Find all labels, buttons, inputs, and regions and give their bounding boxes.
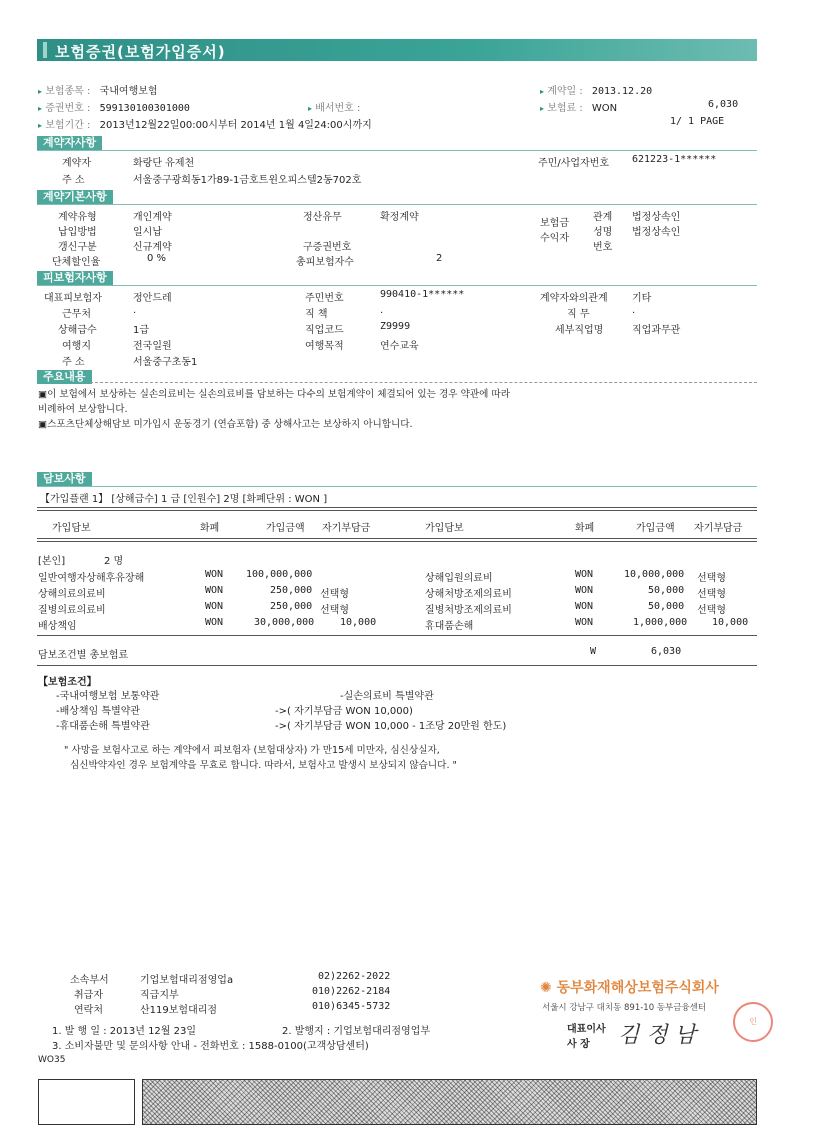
group-label: [본인] [38, 556, 66, 567]
coverage-left-deduct: 선택형 [320, 605, 349, 616]
handler-label: 취급자 [74, 990, 103, 1001]
receipt-row [308, 99, 360, 114]
bullet-icon: ▸ [308, 104, 313, 113]
issue-date: 1. 발 행 일 : 2013년 12월 23일 [52, 1026, 197, 1037]
policy-no-label: 증권번호 : [45, 103, 91, 114]
contract-date-value: 2013.12.20 [591, 86, 653, 97]
coverage-right-deduct: 10,000 [712, 617, 749, 628]
coverage-right-amount: 10,000,000 [624, 569, 685, 580]
discount-label: 단체할인율 [52, 257, 101, 268]
coverage-left-currency: WON [205, 617, 224, 628]
coverage-left-currency: WON [205, 601, 224, 612]
premium-currency: WON [591, 103, 618, 114]
notes-line-1: ▣이 보험에서 보상하는 실손의료비는 실손의료비를 담보하는 다수의 보험계약이 체결되어 있는 경우 약관에 따라 [38, 389, 510, 400]
double-rule [37, 538, 757, 542]
bullet-icon: ▸ [540, 87, 545, 96]
coverage-right-amount: 50,000 [648, 601, 685, 612]
conditions-title: 【보험조건】 [38, 677, 97, 688]
policy-no-value: 599130100301000 [99, 103, 190, 114]
contractor-id-value: 621223-1****** [632, 154, 717, 165]
coverage-right-currency: WON [575, 585, 594, 596]
col-currency-left: 화폐 [200, 523, 220, 534]
prev-policy-label: 구증권번호 [303, 242, 352, 253]
rel-label: 계약자와의관계 [540, 293, 608, 304]
dest-label: 여행지 [62, 341, 91, 352]
document-title: 보험증권(보험가입증서) [55, 43, 226, 61]
condition-2: -배상책임 특별약관 [56, 706, 141, 717]
dept-label: 소속부서 [70, 975, 109, 986]
purpose-value: 연수교육 [380, 341, 419, 352]
warning-line-1: " 사망을 보험사고로 하는 계약에서 피보험자 (보험대상자) 가 만15세 미만자, 심신상실자, [64, 745, 440, 756]
contact-label: 연락처 [74, 1005, 103, 1016]
detail-job-label: 세부직업명 [555, 325, 604, 336]
duty-label: 직 무 [567, 309, 590, 320]
section-line [37, 204, 757, 205]
company-address: 서울시 강남구 대치동 891-10 동부금융센터 [542, 1003, 707, 1013]
barcode-noise-area [142, 1079, 757, 1125]
notes-line-3: ▣스포츠단체상해담보 미가입시 운동경기 (연습포함) 중 상해사고는 보상하지 아니합니다. [38, 419, 413, 430]
col-item-left: 가입담보 [52, 523, 91, 534]
contact-tel: 010)6345-5732 [312, 1001, 391, 1012]
coverage-left-deduct: 선택형 [320, 589, 349, 600]
condition-1: -국내여행보험 보통약관 [56, 691, 160, 702]
coverage-right-currency: WON [575, 601, 594, 612]
condition-2b: ->( 자기부담금 WON 10,000) [275, 706, 413, 717]
coverage-left-amount: 250,000 [270, 601, 313, 612]
pay-label: 납입방법 [58, 227, 97, 238]
contract-date-label: 계약일 : [547, 86, 583, 97]
notes-divider [90, 382, 757, 383]
condition-3: -휴대품손해 특별약관 [56, 721, 150, 732]
dest-value: 전국일원 [133, 341, 172, 352]
job-value: . [380, 305, 384, 316]
grade-value: 1급 [133, 325, 150, 336]
coverage-right-deduct: 선택형 [697, 573, 726, 584]
contact-value: 산119보험대리점 [140, 1005, 218, 1016]
col-amount-right: 가입금액 [636, 523, 675, 534]
job-label: 직 책 [305, 309, 328, 320]
contractor-id-label: 주민/사업자번호 [538, 158, 609, 169]
coverage-left-item: 상해의료의료비 [38, 589, 106, 600]
total-insured-label: 총피보험자수 [296, 257, 354, 268]
bullet-icon: ▸ [38, 104, 43, 113]
total-insured-value: 2 [436, 253, 443, 264]
product-label: 보험종목 : [45, 86, 91, 97]
purpose-label: 여행목적 [305, 341, 344, 352]
rep-value: 정안드레 [133, 293, 172, 304]
ceo-label-2: 사 장 [567, 1039, 590, 1050]
total-label: 담보조건별 총보험료 [38, 650, 129, 661]
bname-value: 법정상속인 [632, 227, 681, 238]
insured-addr-label: 주 소 [62, 357, 85, 368]
receipt-label: 배서번호 : [315, 103, 361, 114]
contractor-name-label: 계약자 [62, 158, 91, 169]
coverage-right-item: 상해입원의료비 [425, 573, 493, 584]
inquiry-info: 3. 소비자불만 및 문의사항 안내 - 전화번호 : 1588-0100(고객상담센터) [52, 1041, 369, 1052]
beneficiary-label-2: 수익자 [540, 233, 569, 244]
coverage-left-amount: 100,000,000 [246, 569, 313, 580]
coverage-left-amount: 30,000,000 [254, 617, 315, 628]
coverage-right-currency: WON [575, 569, 594, 580]
form-code: WO35 [38, 1055, 66, 1065]
total-currency: W [590, 646, 597, 657]
total-value: 6,030 [651, 646, 682, 657]
product-row [38, 82, 158, 97]
coverage-right-item: 상해처방조제의료비 [425, 589, 512, 600]
bname-label: 성명 [593, 227, 613, 238]
warning-line-2: 심신박약자인 경우 보험계약을 무효로 합니다. 따라서, 보험사고 발생시 보상되지 않습니다. " [70, 760, 457, 771]
section-notes: 주요내용 [37, 370, 92, 384]
flower-icon: ✺ [540, 980, 552, 996]
coverage-left-amount: 250,000 [270, 585, 313, 596]
relation-value: 법정상속인 [632, 212, 681, 223]
premium-row [540, 99, 617, 114]
group-count: 2 명 [104, 556, 124, 567]
insured-addr-value: 서울중구초동1 [133, 357, 198, 368]
plan-line: 【가입플랜 1】 [상해급수] 1 급 [인원수] 2명 [화폐단위 : WON ] [40, 494, 328, 505]
coverage-right-item: 질병처방조제의료비 [425, 605, 512, 616]
ceo-signature: 김 정 남 [618, 1023, 696, 1048]
section-coverage: 담보사항 [37, 472, 92, 486]
condition-3b: ->( 자기부담금 WON 10,000 - 1조당 20만원 한도) [275, 721, 507, 732]
coverage-right-amount: 1,000,000 [633, 617, 688, 628]
renew-label: 갱신구분 [58, 242, 97, 253]
renew-value: 신규계약 [133, 242, 172, 253]
title-stripe [43, 42, 47, 58]
period-row [38, 116, 372, 131]
settle-label: 정산유무 [303, 212, 342, 223]
dept-tel: 02)2262-2022 [318, 971, 391, 982]
coverage-right-amount: 50,000 [648, 585, 685, 596]
contractor-address-label: 주 소 [62, 175, 85, 186]
double-rule [37, 507, 757, 511]
page-indicator: 1/ 1 PAGE [670, 116, 725, 127]
stamp-box [38, 1079, 135, 1125]
type-label: 계약유형 [58, 212, 97, 223]
premium-value: 6,030 [708, 99, 739, 110]
title-bar [37, 39, 757, 61]
contract-date-row [540, 82, 652, 97]
contractor-address-value: 서울중구광희동1가89-1금호트윈오피스텔2동702호 [133, 175, 362, 186]
type-value: 개인계약 [133, 212, 172, 223]
rep-label: 대표피보험자 [44, 293, 102, 304]
notes-line-2: 비례하여 보상합니다. [38, 404, 128, 415]
section-line [37, 150, 757, 151]
dept-value: 기업보험대리점영업a [140, 975, 234, 986]
col-amount-left: 가입금액 [266, 523, 305, 534]
coverage-left-item: 질병의료의료비 [38, 605, 106, 616]
rrn-value: 990410-1****** [380, 289, 465, 300]
rule [37, 635, 757, 636]
rel-value: 기타 [632, 293, 652, 304]
work-value: . [133, 305, 137, 316]
section-contractor: 계약자사항 [37, 136, 102, 150]
coverage-left-deduct: 10,000 [340, 617, 377, 628]
handler-tel: 010)2262-2184 [312, 986, 391, 997]
company-name: 동부화재해상보험주식회사 [556, 980, 719, 996]
company-logo [540, 977, 719, 997]
col-deduct-left: 자기부담금 [322, 523, 371, 534]
bullet-icon: ▸ [38, 121, 43, 130]
rrn-label: 주민번호 [305, 293, 344, 304]
condition-1b: -실손의료비 특별약관 [340, 691, 434, 702]
coverage-right-deduct: 선택형 [697, 589, 726, 600]
coverage-left-item: 배상책임 [38, 621, 77, 632]
issue-place: 2. 발행지 : 기업보험대리점영업부 [282, 1026, 431, 1037]
detail-job-value: 직업과무관 [632, 325, 681, 336]
beneficiary-label-1: 보험금 [540, 218, 569, 229]
settle-value: 확정계약 [380, 212, 419, 223]
col-item-right: 가입담보 [425, 523, 464, 534]
contractor-name-value: 화랑단 유제천 [133, 158, 195, 169]
grade-label: 상해급수 [58, 325, 97, 336]
section-line [37, 486, 757, 487]
relation-label: 관계 [593, 212, 613, 223]
discount-value: 0 % [147, 253, 167, 264]
work-label: 근무처 [62, 309, 91, 320]
pay-value: 일시납 [133, 227, 162, 238]
product-value: 국내여행보험 [99, 86, 158, 97]
bno-label: 번호 [593, 242, 613, 253]
policy-no-row [38, 99, 190, 114]
coverage-right-item: 휴대품손해 [425, 621, 474, 632]
premium-label: 보험료 : [547, 103, 583, 114]
coverage-left-currency: WON [205, 569, 224, 580]
section-line [37, 285, 757, 286]
col-currency-right: 화폐 [575, 523, 595, 534]
coverage-right-deduct: 선택형 [697, 605, 726, 616]
rule [37, 665, 757, 666]
duty-value: . [632, 305, 636, 316]
jobcode-value: Z9999 [380, 321, 411, 332]
section-basic: 계약기본사항 [37, 190, 113, 204]
company-seal: 인 [733, 1002, 773, 1042]
jobcode-label: 직업코드 [305, 325, 344, 336]
coverage-left-currency: WON [205, 585, 224, 596]
coverage-left-item: 일반여행자상해후유장해 [38, 573, 145, 584]
handler-value: 직급지부 [140, 990, 179, 1001]
ceo-label-1: 대표이사 [567, 1024, 606, 1035]
period-label: 보험기간 : [45, 120, 91, 131]
bullet-icon: ▸ [38, 87, 43, 96]
period-value: 2013년12월22일00:00시부터 2014년 1월 4일24:00시까지 [99, 120, 372, 131]
bullet-icon: ▸ [540, 104, 545, 113]
col-deduct-right: 자기부담금 [694, 523, 743, 534]
section-insured: 피보험자사항 [37, 271, 113, 285]
coverage-right-currency: WON [575, 617, 594, 628]
